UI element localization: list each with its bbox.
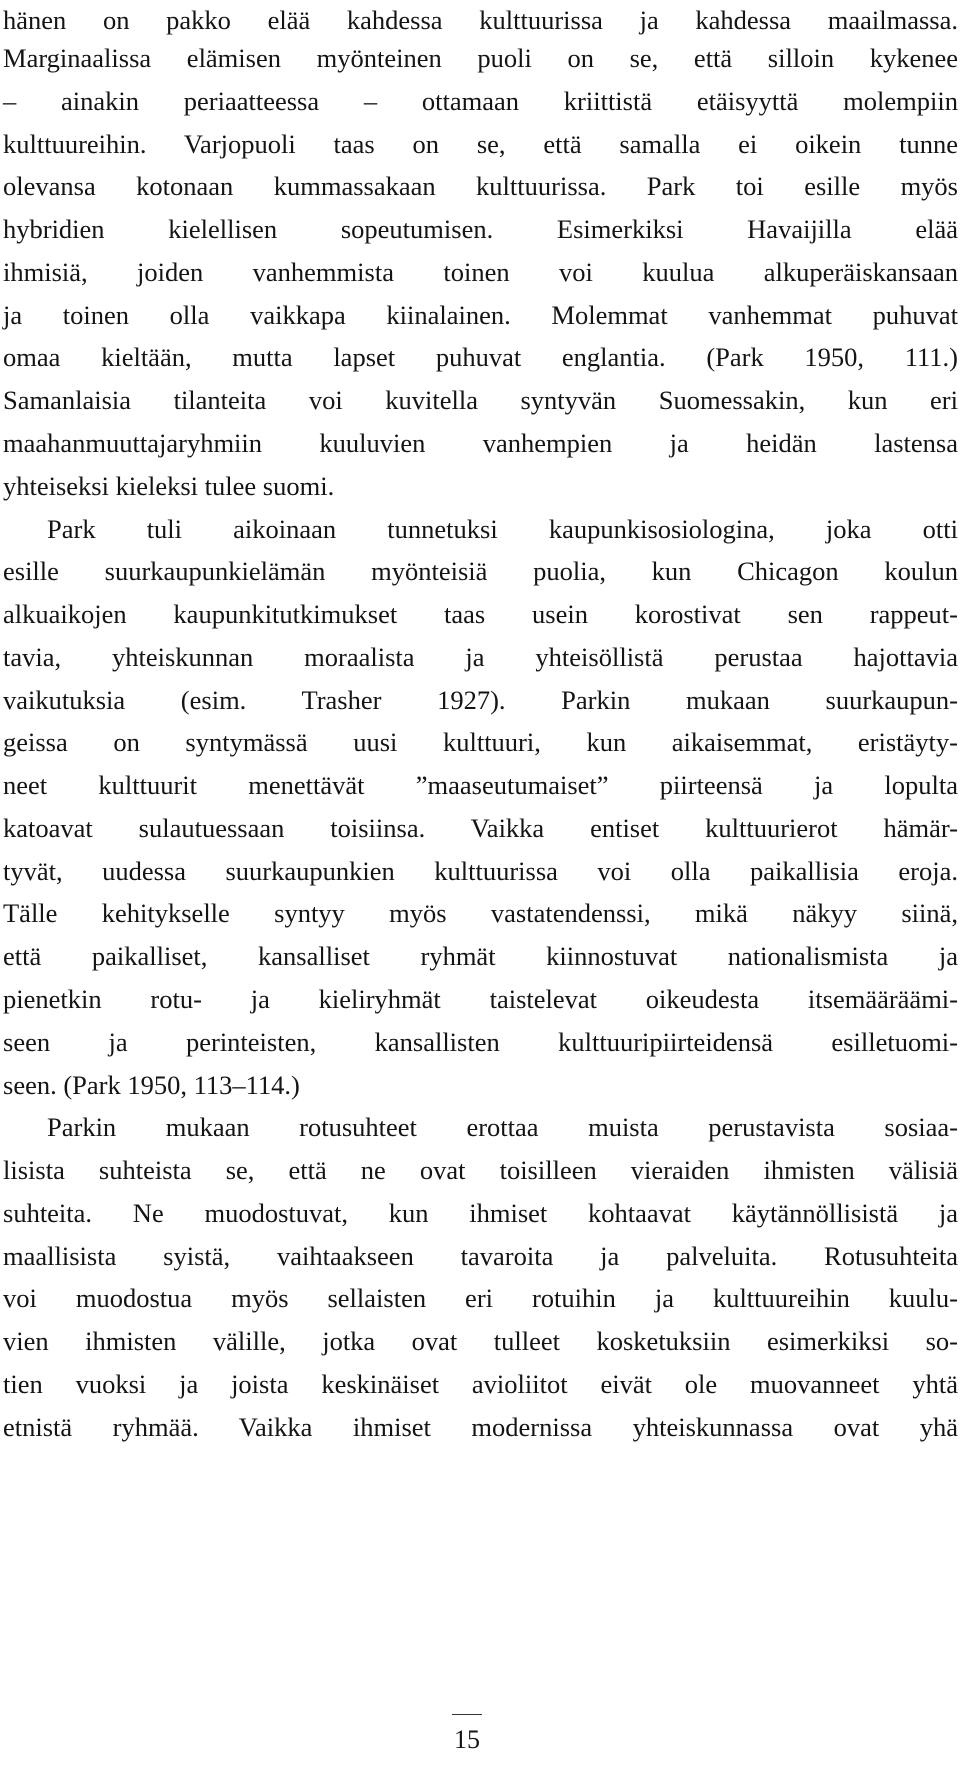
text-line: ihmisiä, joiden vanhemmista toinen voi kuulua alkuperäiskansaan — [3, 257, 958, 287]
text-line: omaa kieltään, mutta lapset puhuvat englantia. (Park 1950, 111.) — [3, 342, 958, 372]
text-line: etnistä ryhmää. Vaikka ihmiset modernissa yhteiskunnassa ovat yhä — [3, 1412, 958, 1442]
text-line: tien vuoksi ja joista keskinäiset avioliitot eivät ole muovanneet yhtä — [3, 1369, 958, 1399]
paragraph-first-line: Parkin mukaan rotusuhteet erottaa muista perustavista sosiaa- — [47, 1112, 958, 1142]
text-line: esille suurkaupunkielämän myönteisiä puolia, kun Chicagon koulun — [3, 556, 958, 586]
text-line: hänen on pakko elää kahdessa kulttuurissa ja kahdessa maailmassa. — [3, 5, 958, 35]
paragraph-first-line: Park tuli aikoinaan tunnetuksi kaupunkisosiologina, joka otti — [47, 514, 958, 544]
text-line: olevansa kotonaan kummassakaan kulttuurissa. Park toi esille myös — [3, 171, 958, 201]
text-line: – ainakin periaatteessa – ottamaan kriittistä etäisyyttä molempiin — [3, 86, 958, 116]
page-number-rule — [452, 1714, 482, 1715]
text-line: katoavat sulautuessaan toisiinsa. Vaikka entiset kulttuurierot hämär- — [3, 813, 958, 843]
text-line: neet kulttuurit menettävät ”maaseutumaiset” piirteensä ja lopulta — [3, 770, 958, 800]
text-line: tyvät, uudessa suurkaupunkien kulttuurissa voi olla paikallisia eroja. — [3, 856, 958, 886]
text-line: yhteiseksi kieleksi tulee suomi. — [3, 471, 335, 501]
text-line: vien ihmisten välille, jotka ovat tulleet kosketuksiin esimerkiksi so- — [3, 1326, 958, 1356]
text-line: kulttuureihin. Varjopuoli taas on se, että samalla ei oikein tunne — [3, 129, 958, 159]
text-line: voi muodostua myös sellaisten eri rotuihin ja kulttuureihin kuulu- — [3, 1283, 958, 1313]
text-line: ja toinen olla vaikkapa kiinalainen. Molemmat vanhemmat puhuvat — [3, 300, 958, 330]
text-line: että paikalliset, kansalliset ryhmät kiinnostuvat nationalismista ja — [3, 941, 958, 971]
text-line: maallisista syistä, vaihtaakseen tavaroita ja palveluita. Rotusuhteita — [3, 1241, 958, 1271]
page-number: 15 — [454, 1725, 480, 1754]
text-line: seen ja perinteisten, kansallisten kulttuuripiirteidensä esilletuomi- — [3, 1027, 958, 1057]
text-line: suhteita. Ne muodostuvat, kun ihmiset kohtaavat käytännöllisistä ja — [3, 1198, 958, 1228]
text-line: seen. (Park 1950, 113–114.) — [3, 1070, 300, 1100]
text-line: Samanlaisia tilanteita voi kuvitella syntyvän Suomessakin, kun eri — [3, 385, 958, 415]
text-line: tavia, yhteiskunnan moraalista ja yhteisöllistä perustaa hajottavia — [3, 642, 958, 672]
text-line: vaikutuksia (esim. Trasher 1927). Parkin mukaan suurkaupun- — [3, 685, 958, 715]
text-line: alkuaikojen kaupunkitutkimukset taas usein korostivat sen rappeut- — [3, 599, 958, 629]
text-line: maahanmuuttajaryhmiin kuuluvien vanhempien ja heidän lastensa — [3, 428, 958, 458]
text-line: lisista suhteista se, että ne ovat toisilleen vieraiden ihmisten välisiä — [3, 1155, 958, 1185]
text-line: pienetkin rotu- ja kieliryhmät taistelevat oikeudesta itsemääräämi- — [3, 984, 958, 1014]
text-line: Marginaalissa elämisen myönteinen puoli on se, että silloin kykenee — [3, 43, 958, 73]
text-line: hybridien kielellisen sopeutumisen. Esimerkiksi Havaijilla elää — [3, 214, 958, 244]
text-line: Tälle kehitykselle syntyy myös vastatendenssi, mikä näkyy siinä, — [3, 898, 958, 928]
text-line: geissa on syntymässä uusi kulttuuri, kun aikaisemmat, eristäyty- — [3, 727, 958, 757]
